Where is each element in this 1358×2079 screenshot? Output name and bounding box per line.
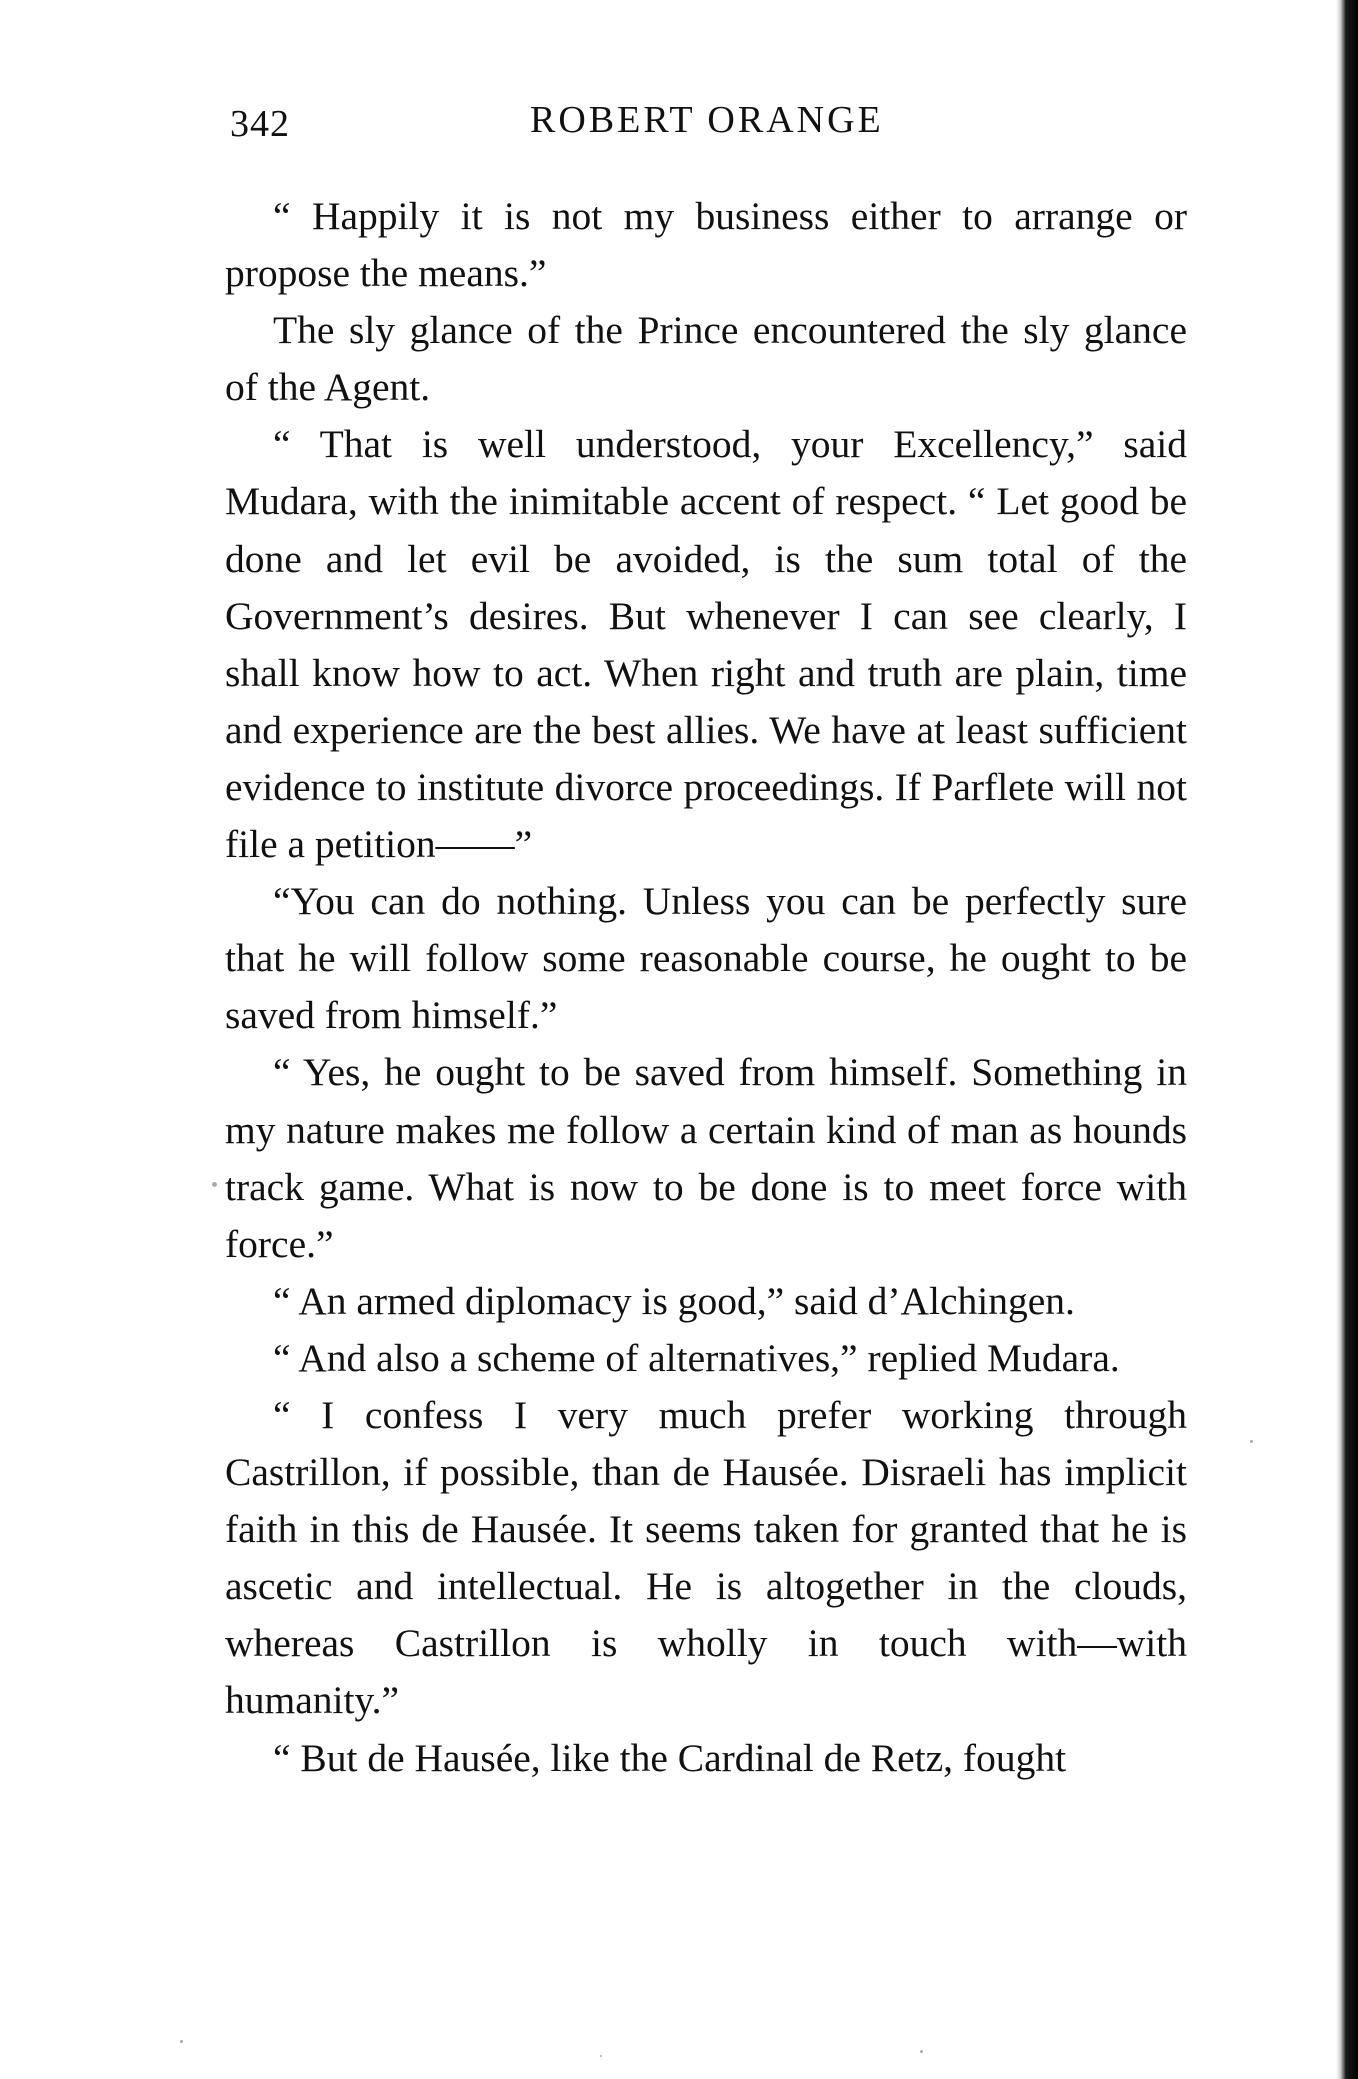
- print-speck: [600, 2055, 602, 2057]
- paragraph: “ Happily it is not my business either to arrange or propose the means.”: [225, 194, 1187, 296]
- print-speck: [1250, 1440, 1253, 1443]
- print-speck: [180, 2040, 183, 2043]
- paragraph: “ That is well understood, your Excellency,” said Mudara, with the inimitable accent of respect. “ Let good be done and let evil be avoided, is the sum total of the Government’s desires. But whenever I can see clearly, I shall know how to act. When right and truth are plain, time and experience are the best allies. We have at least sufficient evidence to institute divorce proceedings. If Parflete will not file a petition——”: [225, 422, 1187, 867]
- running-head: [0, 98, 1358, 148]
- paragraph: “ An armed diplomacy is good,” said d’Alchingen.: [273, 1278, 1075, 1323]
- paragraph: The sly glance of the Prince encountered the sly glance of the Agent.: [225, 308, 1187, 410]
- page-number: 342: [230, 103, 290, 145]
- body-text: [225, 188, 1187, 1787]
- paragraph: “ And also a scheme of alternatives,” replied Mudara.: [273, 1335, 1120, 1380]
- binding-edge: [1336, 0, 1358, 2079]
- paragraph: “You can do nothing. Unless you can be perfectly sure that he will follow some reasonable course, he ought to be saved from himself.”: [225, 879, 1187, 1038]
- paragraph: “ But de Hausée, like the Cardinal de Retz, fought: [273, 1735, 1067, 1780]
- running-title: ROBERT ORANGE: [530, 99, 884, 141]
- print-speck: [212, 1182, 217, 1187]
- paragraph: “ I confess I very much prefer working through Castrillon, if possible, than de Hausée. Disraeli has implicit faith in this de Hausée. It seems taken for granted that he is ascetic and intellectual. He is altogether in the clouds, whereas Castrillon is wholly in touch with—with humanity.”: [225, 1392, 1187, 1723]
- print-speck: [920, 2050, 923, 2053]
- paragraph: “ Yes, he ought to be saved from himself. Something in my nature makes me follow a certain kind of man as hounds track game. What is now to be done is to meet force with force.”: [225, 1050, 1187, 1266]
